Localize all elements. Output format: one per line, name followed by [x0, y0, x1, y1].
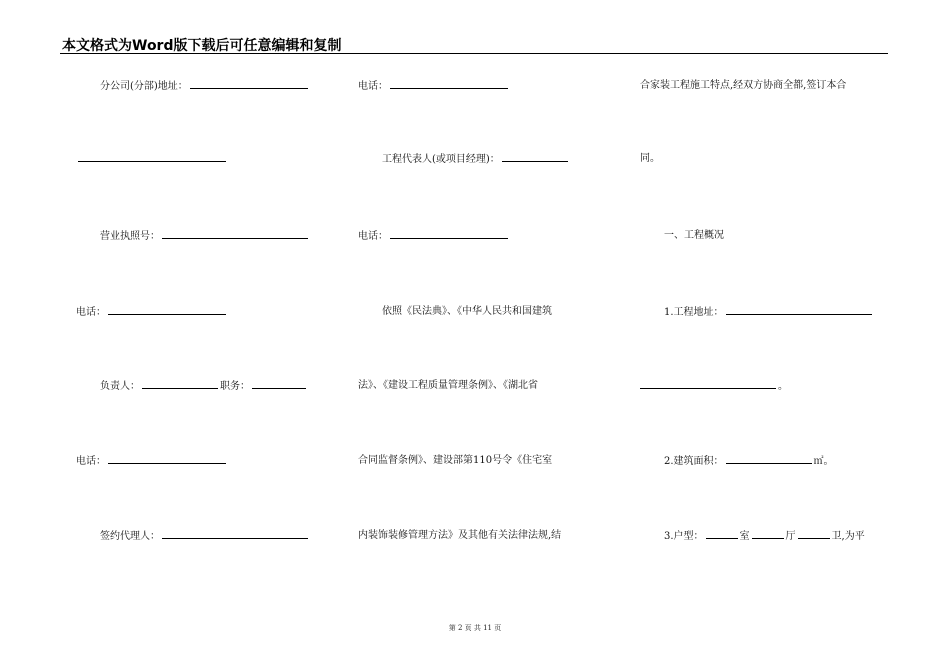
bath-blank	[798, 529, 830, 539]
agent-row	[100, 529, 310, 544]
bath-label: 卫,为平	[831, 531, 865, 542]
page-number-footer: 第 2 页 共 11 页	[448, 624, 502, 632]
project-address-blank-2	[640, 379, 776, 389]
agent-label: 签约代理人：	[100, 531, 160, 542]
branch-address-blank	[190, 79, 308, 89]
branch-address-label: 分公司(分部)地址：	[100, 81, 188, 92]
person-in-charge-blank	[142, 379, 218, 389]
phone-row-2	[76, 454, 228, 469]
phone-blank-b	[390, 229, 508, 239]
building-area-blank	[726, 454, 812, 464]
room-blank	[706, 529, 738, 539]
page-header-title: 本文格式为Word版下载后可任意编辑和复制	[62, 38, 342, 54]
col3-text-line-2: 同。	[640, 153, 660, 164]
license-row	[100, 229, 310, 244]
phone-label-a: 电话：	[358, 81, 388, 92]
house-type-label: 3.户型：	[664, 531, 704, 542]
project-address-blank	[726, 305, 872, 315]
branch-address-blank-2	[78, 152, 226, 162]
project-address-label: 1.工程地址：	[664, 307, 724, 318]
building-area-label: 2.建筑面积：	[664, 456, 724, 467]
position-label: 职务：	[220, 381, 250, 392]
phone-blank-a	[390, 79, 508, 89]
law-text-line-2: 法》、《建设工程质量管理条例》、《湖北省	[358, 380, 538, 391]
position-blank	[252, 379, 306, 389]
section-title-project-overview: 一、工程概况	[664, 230, 724, 241]
phone-row-b	[358, 229, 510, 244]
project-rep-row	[382, 152, 570, 167]
branch-address-continuation-row	[76, 152, 228, 167]
hall-blank	[752, 529, 784, 539]
phone-label-b: 电话：	[358, 231, 388, 242]
project-rep-blank	[502, 152, 568, 162]
building-area-unit: ㎡。	[813, 456, 834, 467]
col3-text-line-1: 合家装工程施工特点,经双方协商全都,签订本合	[640, 80, 847, 91]
room-label: 室	[739, 531, 750, 542]
license-blank	[162, 229, 308, 239]
project-rep-label: 工程代表人(或项目经理)：	[382, 154, 500, 165]
branch-address-row	[100, 79, 310, 94]
phone-blank-2	[108, 454, 226, 464]
header-divider	[60, 53, 888, 54]
project-address-row	[664, 305, 874, 320]
license-label: 营业执照号：	[100, 231, 160, 242]
hall-label: 厅	[785, 531, 796, 542]
phone-row-a	[358, 79, 510, 94]
law-text-line-4: 内装饰装修管理方法》及其他有关法律法规,结	[358, 530, 562, 541]
project-address-end: 。	[778, 381, 788, 392]
building-area-row	[664, 454, 834, 469]
phone-label-1: 电话：	[76, 307, 106, 318]
phone-row-1	[76, 305, 228, 320]
agent-blank	[162, 529, 308, 539]
phone-label-2: 电话：	[76, 456, 106, 467]
phone-blank-1	[108, 305, 226, 315]
person-in-charge-row	[100, 379, 308, 394]
project-address-continuation-row	[638, 379, 788, 394]
law-text-line-1: 依照《民法典》、《中华人民共和国建筑	[382, 306, 552, 317]
house-type-row	[664, 529, 865, 544]
person-in-charge-label: 负责人：	[100, 381, 140, 392]
law-text-line-3: 合同监督条例》、建设部第110号令《住宅室	[358, 455, 553, 466]
